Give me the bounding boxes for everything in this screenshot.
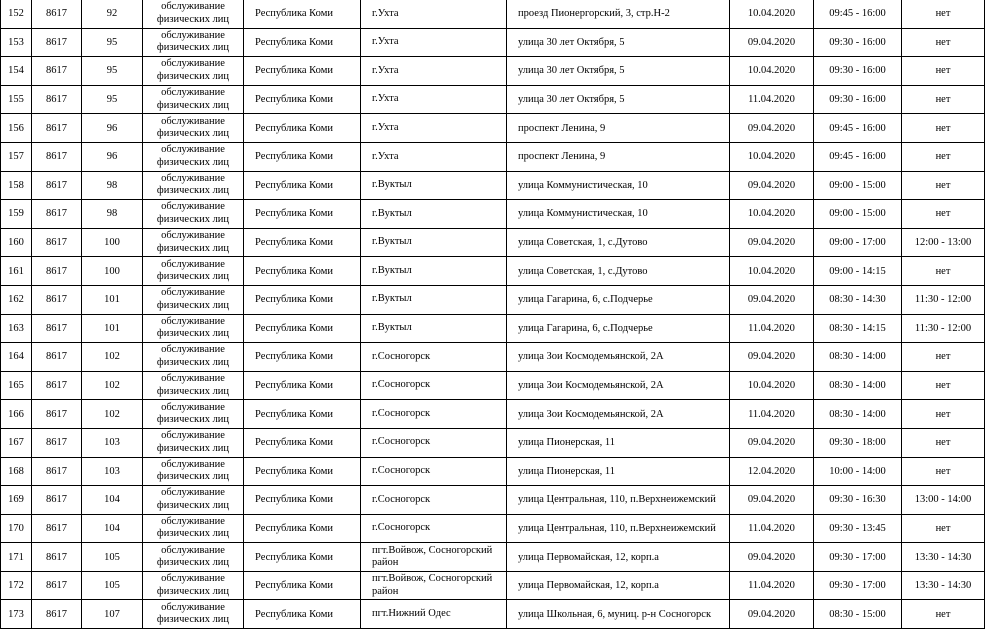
locality-cell: г.Вуктыл <box>361 285 507 314</box>
hours-cell: 09:30 - 13:45 <box>814 514 902 543</box>
service-type-line1: обслуживание <box>161 344 225 356</box>
address-cell: улица 30 лет Октября, 5 <box>507 85 730 114</box>
break-cell: нет <box>902 371 985 400</box>
service-type-line1: обслуживание <box>161 315 225 327</box>
region-cell: Республика Коми <box>244 171 361 200</box>
service-type-line1: обслуживание <box>161 544 225 556</box>
service-type-line2: физических лиц <box>156 185 230 197</box>
service-type-line2: физических лиц <box>156 70 230 82</box>
locality-cell: г.Вуктыл <box>361 257 507 286</box>
osb-code-cell: 8617 <box>32 314 82 343</box>
hours-cell: 09:30 - 17:00 <box>814 571 902 600</box>
service-type-line2: физических лиц <box>156 528 230 540</box>
locality-cell: г.Ухта <box>361 28 507 57</box>
hours-cell: 08:30 - 14:00 <box>814 371 902 400</box>
locality-cell: г.Ухта <box>361 142 507 171</box>
break-cell: нет <box>902 28 985 57</box>
hours-cell: 09:30 - 16:00 <box>814 57 902 86</box>
osb-code-cell: 8617 <box>32 343 82 372</box>
hours-cell: 09:30 - 17:00 <box>814 543 902 572</box>
break-cell: нет <box>902 114 985 143</box>
row-number-cell: 162 <box>1 285 32 314</box>
service-type-line2: физических лиц <box>156 356 230 368</box>
locality-cell: пгт.Нижний Одес <box>361 600 507 629</box>
osb-code-cell: 8617 <box>32 428 82 457</box>
osb-code-cell: 8617 <box>32 228 82 257</box>
region-cell: Республика Коми <box>244 543 361 572</box>
table-body <box>1 0 985 629</box>
vsp-number-cell: 105 <box>82 571 143 600</box>
table-row <box>1 0 985 28</box>
row-number-cell: 172 <box>1 571 32 600</box>
service-type-line1: обслуживание <box>161 258 225 270</box>
osb-code-cell: 8617 <box>32 371 82 400</box>
table-row <box>1 600 985 629</box>
date-cell: 09.04.2020 <box>730 28 814 57</box>
service-type-cell <box>143 57 244 86</box>
hours-cell: 09:00 - 15:00 <box>814 171 902 200</box>
locality-cell: г.Вуктыл <box>361 171 507 200</box>
locality-cell: г.Вуктыл <box>361 314 507 343</box>
table-row <box>1 257 985 286</box>
service-type-line1: обслуживание <box>161 144 225 156</box>
vsp-number-cell: 107 <box>82 600 143 629</box>
break-cell: нет <box>902 343 985 372</box>
vsp-number-cell: 96 <box>82 142 143 171</box>
locality-cell: г.Вуктыл <box>361 228 507 257</box>
service-type-line1: обслуживание <box>161 172 225 184</box>
hours-cell: 08:30 - 15:00 <box>814 600 902 629</box>
date-cell: 10.04.2020 <box>730 142 814 171</box>
break-cell: нет <box>902 57 985 86</box>
date-cell: 12.04.2020 <box>730 457 814 486</box>
locality-cell: г.Сосногорск <box>361 400 507 429</box>
date-cell: 09.04.2020 <box>730 228 814 257</box>
osb-code-cell: 8617 <box>32 600 82 629</box>
break-cell: нет <box>902 142 985 171</box>
table-row <box>1 400 985 429</box>
table-row <box>1 200 985 229</box>
hours-cell: 09:30 - 18:00 <box>814 428 902 457</box>
service-type-cell <box>143 285 244 314</box>
region-cell: Республика Коми <box>244 228 361 257</box>
date-cell: 11.04.2020 <box>730 400 814 429</box>
osb-code-cell: 8617 <box>32 514 82 543</box>
region-cell: Республика Коми <box>244 600 361 629</box>
vsp-number-cell: 101 <box>82 314 143 343</box>
break-cell: нет <box>902 457 985 486</box>
service-type-line2: физических лиц <box>156 42 230 54</box>
row-number-cell: 173 <box>1 600 32 629</box>
osb-code-cell: 8617 <box>32 114 82 143</box>
address-cell: проезд Пионергорский, 3, стр.Н-2 <box>507 0 730 28</box>
table-row <box>1 514 985 543</box>
service-type-cell <box>143 0 244 28</box>
break-cell: нет <box>902 514 985 543</box>
service-type-line2: физических лиц <box>156 299 230 311</box>
hours-cell: 09:45 - 16:00 <box>814 114 902 143</box>
break-cell: нет <box>902 600 985 629</box>
table-row <box>1 57 985 86</box>
break-cell: нет <box>902 428 985 457</box>
table-row <box>1 486 985 515</box>
service-type-cell <box>143 514 244 543</box>
osb-code-cell: 8617 <box>32 28 82 57</box>
service-type-line1: обслуживание <box>161 515 225 527</box>
address-cell: улица 30 лет Октября, 5 <box>507 28 730 57</box>
osb-code-cell: 8617 <box>32 171 82 200</box>
osb-code-cell: 8617 <box>32 142 82 171</box>
region-cell: Республика Коми <box>244 314 361 343</box>
service-type-cell <box>143 314 244 343</box>
address-cell: улица Школьная, 6, муниц. р-н Сосногорск <box>507 600 730 629</box>
row-number-cell: 158 <box>1 171 32 200</box>
service-type-line2: физических лиц <box>156 213 230 225</box>
region-cell: Республика Коми <box>244 343 361 372</box>
break-cell: нет <box>902 257 985 286</box>
address-cell: улица Коммунистическая, 10 <box>507 171 730 200</box>
vsp-number-cell: 103 <box>82 457 143 486</box>
vsp-number-cell: 95 <box>82 57 143 86</box>
row-number-cell: 155 <box>1 85 32 114</box>
row-number-cell: 164 <box>1 343 32 372</box>
service-type-cell <box>143 228 244 257</box>
date-cell: 10.04.2020 <box>730 200 814 229</box>
osb-code-cell: 8617 <box>32 285 82 314</box>
date-cell: 09.04.2020 <box>730 600 814 629</box>
hours-cell: 09:45 - 16:00 <box>814 0 902 28</box>
address-cell: улица Первомайская, 12, корп.а <box>507 543 730 572</box>
date-cell: 11.04.2020 <box>730 314 814 343</box>
table-row <box>1 457 985 486</box>
table-row <box>1 371 985 400</box>
vsp-number-cell: 101 <box>82 285 143 314</box>
vsp-number-cell: 105 <box>82 543 143 572</box>
address-cell: улица Гагарина, 6, с.Подчерье <box>507 314 730 343</box>
service-type-line1: обслуживание <box>161 1 225 13</box>
address-cell: улица Центральная, 110, п.Верхнеижемский <box>507 486 730 515</box>
address-cell: улица Гагарина, 6, с.Подчерье <box>507 285 730 314</box>
locality-cell: г.Сосногорск <box>361 428 507 457</box>
service-type-line2: физических лиц <box>156 13 230 25</box>
address-cell: улица Зои Космодемьянской, 2А <box>507 400 730 429</box>
hours-cell: 09:00 - 15:00 <box>814 200 902 229</box>
row-number-cell: 167 <box>1 428 32 457</box>
row-number-cell: 170 <box>1 514 32 543</box>
hours-cell: 09:00 - 14:15 <box>814 257 902 286</box>
service-type-cell <box>143 114 244 143</box>
table-row <box>1 343 985 372</box>
row-number-cell: 154 <box>1 57 32 86</box>
vsp-number-cell: 96 <box>82 114 143 143</box>
vsp-number-cell: 98 <box>82 171 143 200</box>
service-type-line1: обслуживание <box>161 58 225 70</box>
vsp-number-cell: 104 <box>82 514 143 543</box>
date-cell: 09.04.2020 <box>730 543 814 572</box>
service-type-line2: физических лиц <box>156 328 230 340</box>
break-cell: 11:30 - 12:00 <box>902 314 985 343</box>
locality-cell: г.Ухта <box>361 85 507 114</box>
service-type-cell <box>143 200 244 229</box>
address-cell: улица 30 лет Октября, 5 <box>507 57 730 86</box>
region-cell: Республика Коми <box>244 57 361 86</box>
service-type-cell <box>143 457 244 486</box>
vsp-number-cell: 100 <box>82 257 143 286</box>
date-cell: 09.04.2020 <box>730 428 814 457</box>
table-row <box>1 114 985 143</box>
vsp-number-cell: 102 <box>82 343 143 372</box>
osb-code-cell: 8617 <box>32 0 82 28</box>
service-type-line1: обслуживание <box>161 401 225 413</box>
break-cell: 13:30 - 14:30 <box>902 571 985 600</box>
hours-cell: 08:30 - 14:00 <box>814 343 902 372</box>
table-row <box>1 314 985 343</box>
service-type-cell <box>143 171 244 200</box>
service-type-line2: физических лиц <box>156 242 230 254</box>
date-cell: 09.04.2020 <box>730 114 814 143</box>
address-cell: улица Зои Космодемьянской, 2А <box>507 371 730 400</box>
region-cell: Республика Коми <box>244 571 361 600</box>
service-type-cell <box>143 343 244 372</box>
service-type-line1: обслуживание <box>161 201 225 213</box>
service-type-line2: физических лиц <box>156 585 230 597</box>
region-cell: Республика Коми <box>244 400 361 429</box>
break-cell: нет <box>902 400 985 429</box>
hours-cell: 09:30 - 16:00 <box>814 85 902 114</box>
hours-cell: 08:30 - 14:00 <box>814 400 902 429</box>
service-type-line1: обслуживание <box>161 430 225 442</box>
region-cell: Республика Коми <box>244 142 361 171</box>
row-number-cell: 165 <box>1 371 32 400</box>
break-cell: 12:00 - 13:00 <box>902 228 985 257</box>
service-type-line1: обслуживание <box>161 230 225 242</box>
table-row <box>1 543 985 572</box>
osb-code-cell: 8617 <box>32 571 82 600</box>
service-type-line1: обслуживание <box>161 287 225 299</box>
locality-cell: г.Ухта <box>361 114 507 143</box>
row-number-cell: 166 <box>1 400 32 429</box>
locality-cell: г.Вуктыл <box>361 200 507 229</box>
address-cell: улица Первомайская, 12, корп.а <box>507 571 730 600</box>
date-cell: 09.04.2020 <box>730 285 814 314</box>
vsp-number-cell: 104 <box>82 486 143 515</box>
locality-cell: пгт.Войвож, Сосногорский район <box>361 571 507 600</box>
region-cell: Республика Коми <box>244 457 361 486</box>
table-row <box>1 85 985 114</box>
date-cell: 10.04.2020 <box>730 57 814 86</box>
region-cell: Республика Коми <box>244 371 361 400</box>
locality-cell: г.Сосногорск <box>361 457 507 486</box>
region-cell: Республика Коми <box>244 85 361 114</box>
service-type-cell <box>143 571 244 600</box>
date-cell: 09.04.2020 <box>730 171 814 200</box>
address-cell: улица Советская, 1, с.Дутово <box>507 228 730 257</box>
date-cell: 09.04.2020 <box>730 486 814 515</box>
hours-cell: 08:30 - 14:30 <box>814 285 902 314</box>
hours-cell: 09:00 - 17:00 <box>814 228 902 257</box>
locality-cell: пгт.Войвож, Сосногорский район <box>361 543 507 572</box>
service-type-line1: обслуживание <box>161 458 225 470</box>
hours-cell: 10:00 - 14:00 <box>814 457 902 486</box>
service-type-line1: обслуживание <box>161 487 225 499</box>
row-number-cell: 160 <box>1 228 32 257</box>
locality-cell: г.Ухта <box>361 57 507 86</box>
service-type-line2: физических лиц <box>156 499 230 511</box>
service-type-cell <box>143 371 244 400</box>
service-type-line1: обслуживание <box>161 601 225 613</box>
row-number-cell: 152 <box>1 0 32 28</box>
service-type-line2: физических лиц <box>156 99 230 111</box>
row-number-cell: 163 <box>1 314 32 343</box>
row-number-cell: 161 <box>1 257 32 286</box>
table-row <box>1 285 985 314</box>
date-cell: 11.04.2020 <box>730 571 814 600</box>
service-type-cell <box>143 543 244 572</box>
locality-cell: г.Ухта <box>361 0 507 28</box>
osb-code-cell: 8617 <box>32 200 82 229</box>
address-cell: проспект Ленина, 9 <box>507 142 730 171</box>
address-cell: улица Пионерская, 11 <box>507 457 730 486</box>
break-cell: 13:30 - 14:30 <box>902 543 985 572</box>
service-type-cell <box>143 28 244 57</box>
service-type-line2: физических лиц <box>156 414 230 426</box>
service-type-line2: физических лиц <box>156 156 230 168</box>
date-cell: 10.04.2020 <box>730 371 814 400</box>
osb-code-cell: 8617 <box>32 486 82 515</box>
date-cell: 10.04.2020 <box>730 257 814 286</box>
table-row <box>1 142 985 171</box>
service-type-line2: физических лиц <box>156 614 230 626</box>
region-cell: Республика Коми <box>244 514 361 543</box>
vsp-number-cell: 102 <box>82 371 143 400</box>
locality-cell: г.Сосногорск <box>361 343 507 372</box>
osb-code-cell: 8617 <box>32 257 82 286</box>
service-type-line1: обслуживание <box>161 373 225 385</box>
break-cell: нет <box>902 0 985 28</box>
service-type-line2: физических лиц <box>156 128 230 140</box>
service-type-line1: обслуживание <box>161 573 225 585</box>
row-number-cell: 153 <box>1 28 32 57</box>
date-cell: 11.04.2020 <box>730 514 814 543</box>
hours-cell: 09:30 - 16:30 <box>814 486 902 515</box>
table-row <box>1 28 985 57</box>
locality-cell: г.Сосногорск <box>361 514 507 543</box>
locality-cell: г.Сосногорск <box>361 486 507 515</box>
service-type-line2: физических лиц <box>156 442 230 454</box>
osb-code-cell: 8617 <box>32 85 82 114</box>
service-type-line2: физических лиц <box>156 271 230 283</box>
service-type-cell <box>143 486 244 515</box>
service-type-line2: физических лиц <box>156 385 230 397</box>
table-row <box>1 428 985 457</box>
locality-cell: г.Сосногорск <box>361 371 507 400</box>
service-type-line2: физических лиц <box>156 471 230 483</box>
service-type-cell <box>143 257 244 286</box>
vsp-number-cell: 100 <box>82 228 143 257</box>
break-cell: 11:30 - 12:00 <box>902 285 985 314</box>
service-type-line1: обслуживание <box>161 115 225 127</box>
row-number-cell: 156 <box>1 114 32 143</box>
row-number-cell: 157 <box>1 142 32 171</box>
osb-code-cell: 8617 <box>32 400 82 429</box>
service-type-cell <box>143 400 244 429</box>
address-cell: улица Советская, 1, с.Дутово <box>507 257 730 286</box>
vsp-number-cell: 95 <box>82 85 143 114</box>
service-type-cell <box>143 600 244 629</box>
hours-cell: 08:30 - 14:15 <box>814 314 902 343</box>
vsp-number-cell: 98 <box>82 200 143 229</box>
break-cell: нет <box>902 85 985 114</box>
vsp-number-cell: 103 <box>82 428 143 457</box>
break-cell: нет <box>902 171 985 200</box>
date-cell: 11.04.2020 <box>730 85 814 114</box>
region-cell: Республика Коми <box>244 28 361 57</box>
row-number-cell: 159 <box>1 200 32 229</box>
row-number-cell: 168 <box>1 457 32 486</box>
region-cell: Республика Коми <box>244 428 361 457</box>
osb-code-cell: 8617 <box>32 543 82 572</box>
date-cell: 10.04.2020 <box>730 0 814 28</box>
hours-cell: 09:45 - 16:00 <box>814 142 902 171</box>
address-cell: проспект Ленина, 9 <box>507 114 730 143</box>
address-cell: улица Зои Космодемьянской, 2А <box>507 343 730 372</box>
region-cell: Республика Коми <box>244 285 361 314</box>
vsp-number-cell: 92 <box>82 0 143 28</box>
hours-cell: 09:30 - 16:00 <box>814 28 902 57</box>
date-cell: 09.04.2020 <box>730 343 814 372</box>
region-cell: Республика Коми <box>244 200 361 229</box>
vsp-number-cell: 95 <box>82 28 143 57</box>
service-type-cell <box>143 142 244 171</box>
break-cell: нет <box>902 200 985 229</box>
region-cell: Республика Коми <box>244 114 361 143</box>
table-row <box>1 228 985 257</box>
address-cell: улица Пионерская, 11 <box>507 428 730 457</box>
service-type-line1: обслуживание <box>161 87 225 99</box>
service-type-line1: обслуживание <box>161 29 225 41</box>
service-type-line2: физических лиц <box>156 557 230 569</box>
table-row <box>1 171 985 200</box>
service-type-cell <box>143 428 244 457</box>
service-type-cell <box>143 85 244 114</box>
row-number-cell: 171 <box>1 543 32 572</box>
region-cell: Республика Коми <box>244 0 361 28</box>
region-cell: Республика Коми <box>244 486 361 515</box>
region-cell: Республика Коми <box>244 257 361 286</box>
osb-code-cell: 8617 <box>32 57 82 86</box>
address-cell: улица Коммунистическая, 10 <box>507 200 730 229</box>
table-row <box>1 571 985 600</box>
row-number-cell: 169 <box>1 486 32 515</box>
vsp-number-cell: 102 <box>82 400 143 429</box>
osb-code-cell: 8617 <box>32 457 82 486</box>
break-cell: 13:00 - 14:00 <box>902 486 985 515</box>
address-cell: улица Центральная, 110, п.Верхнеижемский <box>507 514 730 543</box>
